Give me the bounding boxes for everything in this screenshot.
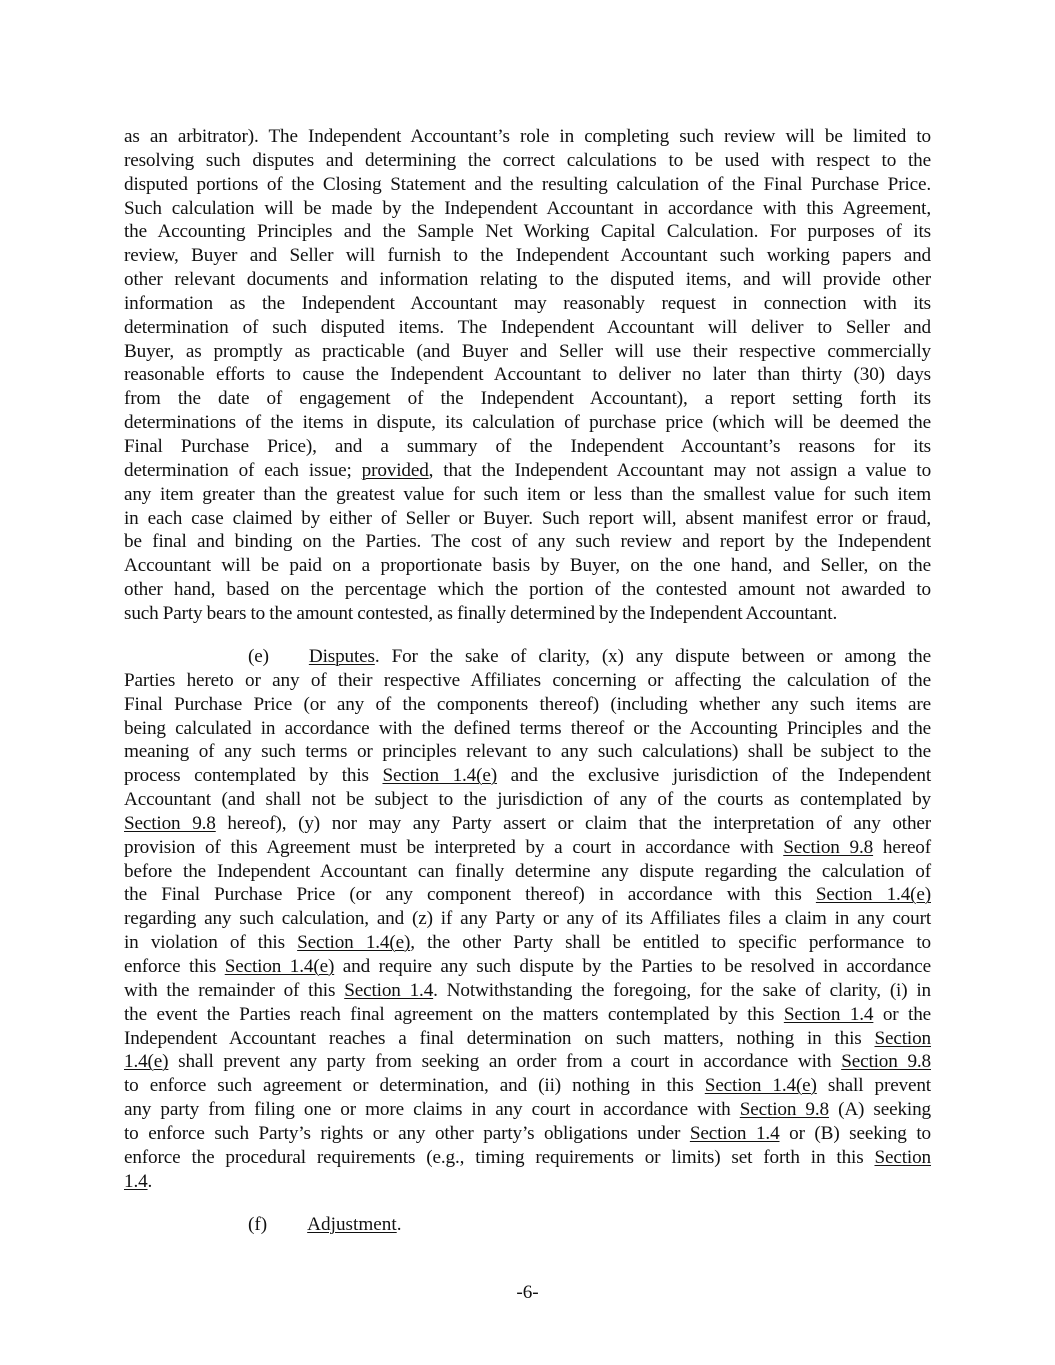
- text-segment: disputed portions of the Closing Statement and the resulting calculation of the Final Purchase Price.: [124, 173, 931, 195]
- text-segment: enforce this: [124, 955, 225, 977]
- text-line: [124, 836, 931, 860]
- text-segment: Accountant (and shall not be subject to the jurisdiction of any of the courts as contemplated by: [124, 789, 931, 811]
- text-line: [124, 1003, 931, 1027]
- section-reference: provided: [361, 459, 429, 481]
- text-segment: such Party bears to the amount contested, as finally determined by the Independent Accountant.: [124, 602, 838, 624]
- text-line: [124, 363, 931, 387]
- section-reference: Section: [874, 1027, 931, 1049]
- text-line: [124, 340, 931, 364]
- section-e-disputes: [124, 645, 931, 1193]
- text-segment: Such calculation will be made by the Independent Accountant in accordance with this Agreement,: [124, 197, 931, 219]
- text-line: [124, 669, 931, 693]
- text-segment: Parties hereto or any of their respective Affiliates concerning or affecting the calculation of the: [124, 669, 931, 691]
- text-line: [124, 812, 931, 836]
- section-reference: 1.4(e): [124, 1051, 169, 1073]
- section-reference: Section 1.4: [783, 1003, 874, 1025]
- section-reference: Section 1.4(e): [297, 932, 411, 954]
- text-line: [124, 316, 931, 340]
- section-f-title: Adjustment: [307, 1214, 397, 1235]
- section-reference: Section 1.4(e): [704, 1075, 817, 1097]
- text-line: [124, 554, 931, 578]
- text-segment: any item greater than the greatest value for such item or less than the smallest value for such item: [124, 483, 931, 505]
- text-segment: . Notwithstanding the foregoing, for the sake of clarity, (i) in: [433, 979, 931, 1001]
- text-segment: determinations of the items in dispute, its calculation of purchase price (which will be deemed the: [124, 412, 931, 434]
- text-line: [124, 931, 931, 955]
- text-segment: , that the Independent Accountant may not assign a value to: [428, 459, 932, 481]
- text-line: [124, 197, 931, 221]
- text-segment: be final and binding on the Parties. The cost of any such review and report by the Independent: [124, 531, 931, 553]
- section-reference: Section 1.4: [689, 1122, 780, 1144]
- text-line: [124, 693, 931, 717]
- text-line: [124, 411, 931, 435]
- text-line: [124, 483, 931, 507]
- text-line: [124, 717, 931, 741]
- text-line: [124, 220, 931, 244]
- text-line: [124, 530, 931, 554]
- section-reference: Section 1.4: [344, 979, 434, 1001]
- text-segment: to enforce such agreement or determination, and (ii) nothing in this: [124, 1075, 705, 1097]
- text-segment: .: [147, 1170, 153, 1192]
- text-line: [124, 740, 931, 764]
- section-e-title: Disputes: [308, 646, 375, 667]
- text-segment: reasonable efforts to cause the Independent Accountant to deliver no later than thirty (30) days: [124, 364, 931, 386]
- text-segment: in each case claimed by either of Seller or Buyer. Such report will, absent manifest error or fraud,: [124, 507, 931, 529]
- text-line: [124, 1122, 931, 1146]
- text-line: [124, 1050, 931, 1074]
- text-line: [124, 883, 931, 907]
- text-line: [124, 860, 931, 884]
- text-segment: other hand, based on the percentage which the portion of the contested amount not awarded to: [124, 579, 931, 601]
- text-line: [124, 578, 931, 602]
- text-line: [124, 788, 931, 812]
- text-segment: process contemplated by this: [124, 765, 383, 787]
- section-f-label: (f): [248, 1214, 268, 1235]
- section-reference: Section 9.8: [739, 1099, 829, 1121]
- text-segment: determination of such disputed items. The Independent Accountant will deliver to Seller and: [124, 316, 931, 338]
- text-line: [124, 507, 931, 531]
- text-segment: Final Purchase Price (or any of the components thereof) (including whether any such items are: [124, 693, 931, 715]
- text-segment: or (B) seeking to: [779, 1122, 931, 1144]
- text-segment: shall prevent: [816, 1075, 931, 1097]
- text-segment: hereof: [873, 836, 931, 858]
- section-e-label: (e): [248, 646, 269, 667]
- section-reference: Section 1.4(e): [224, 955, 335, 977]
- text-segment: resolving such disputes and determining the correct calculations to be used with respect to the: [124, 149, 931, 171]
- text-segment: with the remainder of this: [124, 979, 345, 1001]
- text-segment: any party from filing one or more claims in any court in accordance with: [124, 1099, 740, 1121]
- section-reference: Section: [874, 1146, 931, 1168]
- section-reference: Section 9.8: [841, 1051, 931, 1073]
- text-segment: hereof), (y) nor may any Party assert or claim that the interpretation of any other: [215, 812, 932, 834]
- text-line: [124, 125, 931, 149]
- text-line: [124, 173, 931, 197]
- text-segment: as an arbitrator). The Independent Accountant’s role in completing such review will be limited to: [124, 126, 931, 147]
- section-reference: Section 9.8: [783, 836, 874, 858]
- text-segment: review, Buyer and Seller will furnish to the Independent Accountant such working papers and: [124, 245, 931, 267]
- text-line: [124, 1074, 931, 1098]
- text-segment: provision of this Agreement must be interpreted by a court in accordance with: [124, 836, 784, 858]
- text-line: [124, 435, 931, 459]
- text-segment: Independent Accountant reaches a final determination on such matters, nothing in this: [124, 1027, 875, 1049]
- text-line: [124, 764, 931, 788]
- text-segment: meaning of any such terms or principles relevant to any such calculations) shall be subject to the: [124, 741, 931, 763]
- text-line: [124, 955, 931, 979]
- text-segment: in violation of this: [124, 932, 298, 954]
- text-line: [124, 149, 931, 173]
- text-segment: the Accounting Principles and the Sample Net Working Capital Calculation. For purposes of its: [124, 221, 931, 243]
- text-segment: , the other Party shall be entitled to specific performance to: [410, 932, 931, 954]
- text-segment: other relevant documents and information relating to the disputed items, and will provide other: [124, 269, 931, 291]
- text-segment: before the Independent Accountant can finally determine any dispute regarding the calculation of: [124, 860, 931, 882]
- section-f-trailing: .: [396, 1214, 402, 1235]
- text-segment: from the date of engagement of the Independent Accountant), a report setting forth its: [124, 388, 931, 410]
- text-segment: the event the Parties reach final agreement on the matters contemplated by this: [124, 1003, 784, 1025]
- text-segment: Final Purchase Price), and a summary of the Independent Accountant’s reasons for its: [124, 435, 931, 457]
- section-reference: Section 1.4(e): [382, 765, 497, 787]
- text-segment: Buyer, as promptly as practicable (and Buyer and Seller will use their respective commercially: [124, 340, 931, 362]
- text-segment: shall prevent any party from seeking an order from a court in accordance with: [168, 1051, 842, 1073]
- text-segment: information as the Independent Accountant may reasonably request in connection with its: [124, 292, 931, 314]
- section-f-heading: [248, 1213, 402, 1237]
- text-segment: and the exclusive jurisdiction of the Independent: [496, 765, 932, 787]
- text-line: [124, 907, 931, 931]
- text-line: [124, 387, 931, 411]
- text-segment: to enforce such Party’s rights or any other party’s obligations under: [124, 1122, 690, 1144]
- paragraph-independent-accountant-review: [124, 125, 931, 626]
- section-reference: Section 9.8: [124, 812, 216, 834]
- text-segment: enforce the procedural requirements (e.g., timing requirements or limits) set forth in this: [124, 1146, 875, 1168]
- text-segment: regarding any such calculation, and (z) if any Party or any of its Affiliates files a claim in any court: [124, 908, 931, 930]
- page-number: -6-: [516, 1282, 539, 1303]
- section-e-heading-line: [124, 645, 931, 669]
- text-segment: and require any such dispute by the Parties to be resolved in accordance: [334, 955, 931, 977]
- text-segment: determination of each issue;: [124, 459, 362, 481]
- text-line: [124, 292, 931, 316]
- section-reference: 1.4: [124, 1170, 148, 1192]
- text-line: [124, 268, 931, 292]
- text-line: [124, 1027, 931, 1051]
- section-e-first-line-text: . For the sake of clarity, (x) any dispute between or among the: [374, 646, 931, 667]
- text-segment: (A) seeking: [828, 1099, 931, 1121]
- text-segment: being calculated in accordance with the defined terms thereof or the Accounting Principles and the: [124, 717, 931, 739]
- text-line: [124, 602, 931, 626]
- text-line: [124, 1170, 931, 1194]
- text-line: [124, 1098, 931, 1122]
- text-segment: Accountant will be paid on a proportionate basis by Buyer, on the one hand, and Seller, on the: [124, 555, 931, 577]
- text-segment: the Final Purchase Price (or any component thereof) in accordance with this: [124, 884, 816, 906]
- section-reference: Section 1.4(e): [815, 884, 931, 906]
- text-line: [124, 979, 931, 1003]
- text-line: [124, 1146, 931, 1170]
- text-line: [124, 244, 931, 268]
- text-line: [124, 459, 931, 483]
- text-segment: or the: [873, 1003, 932, 1025]
